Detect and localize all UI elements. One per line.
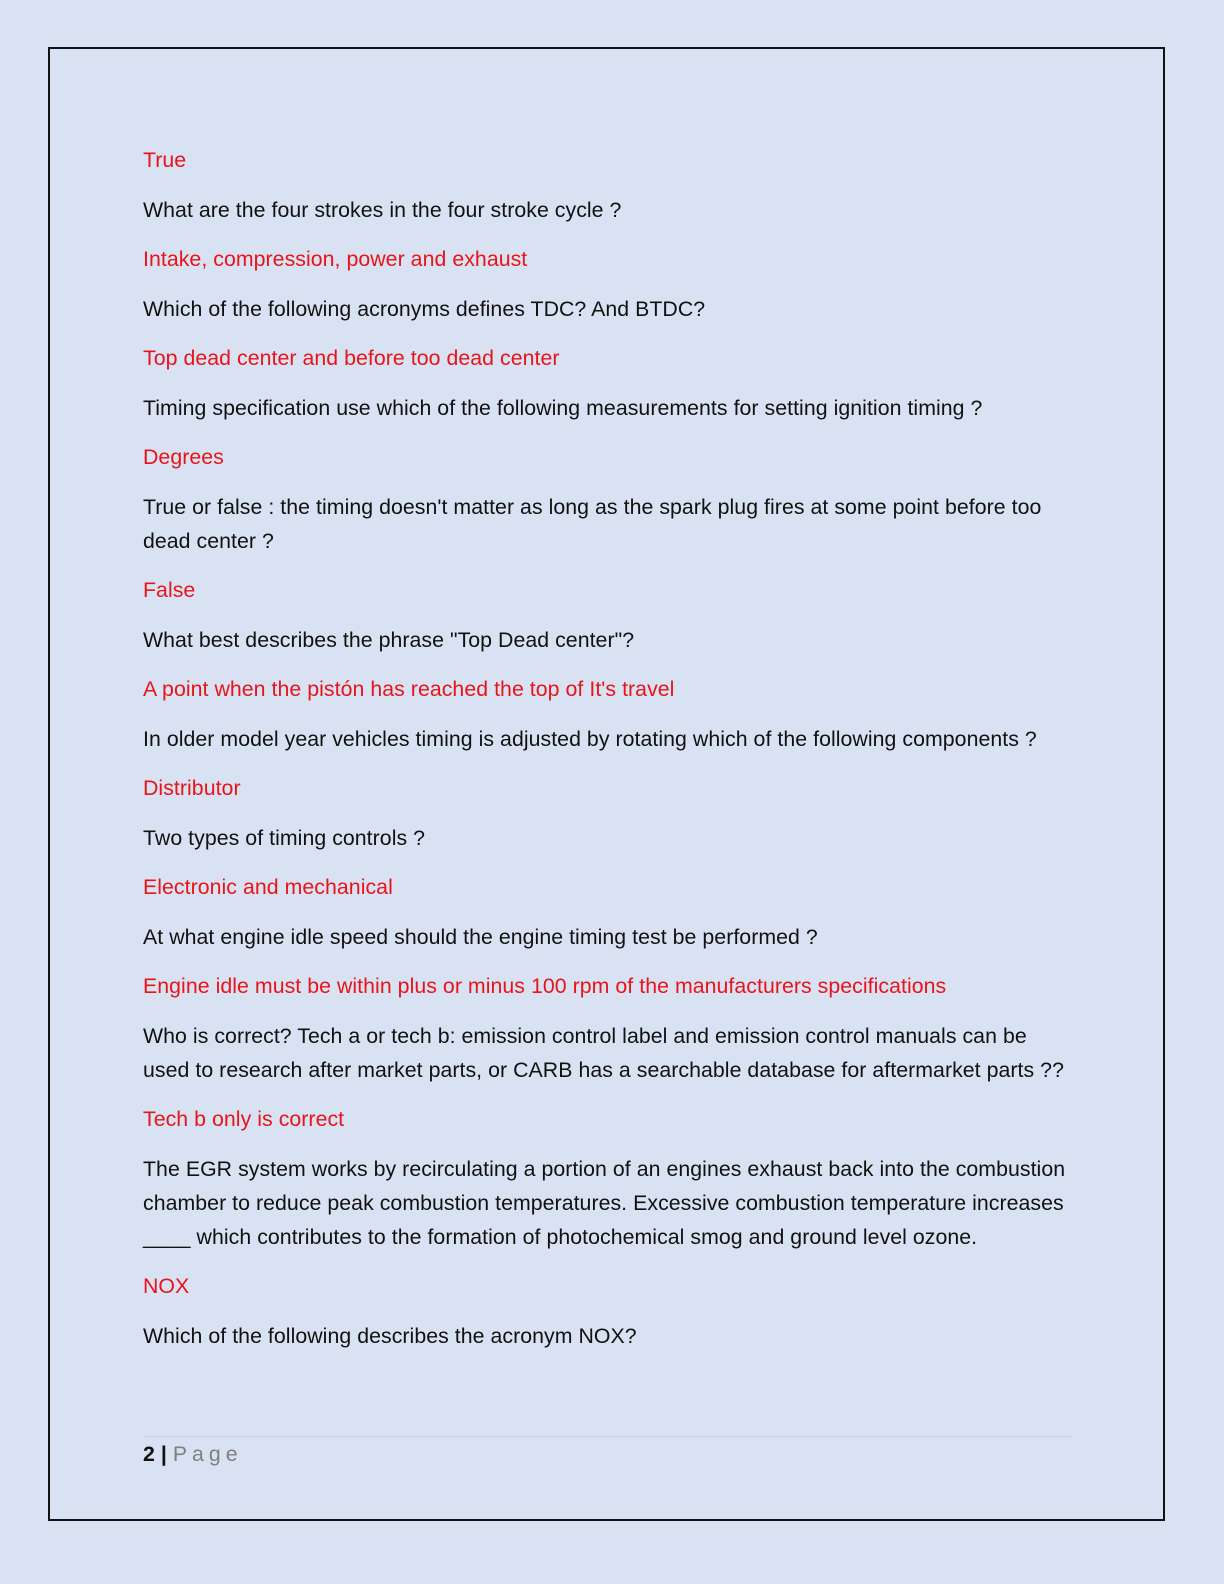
answer-line: A point when the pistón has reached the top of It's travel [143,677,675,701]
page-footer [143,1440,243,1468]
question-line: The EGR system works by recirculating a portion of an engines exhaust back into the combustion chamber to reduce peak combustion temperatures. Excessive combustion temperature increases ____ which contributes to the formation of photochemical smog and ground level ozone. [143,1156,1066,1249]
answer-line: Tech b only is correct [143,1107,345,1131]
answer-line: Electronic and mechanical [143,875,393,899]
footer-divider [143,1436,1073,1437]
question-line: Two types of timing controls ? [143,825,426,850]
page-number: 2 [143,1442,155,1466]
page-label: Page [172,1442,243,1466]
question-line: What best describes the phrase "Top Dead center"? [143,627,635,652]
answer-line: Top dead center and before too dead center [143,346,560,370]
answer-line: NOX [143,1274,190,1298]
question-line: Who is correct? Tech a or tech b: emission control label and emission control manuals can be used to research after market parts, or CARB has a searchable database for aftermarket parts ?? [143,1023,1064,1082]
document-body [143,143,1078,1368]
question-line: What are the four strokes in the four stroke cycle ? [143,197,622,222]
answer-line: False [143,578,196,602]
answer-line: True [143,148,187,172]
footer-separator: | [160,1442,167,1466]
question-line: In older model year vehicles timing is adjusted by rotating which of the following components ? [143,726,1037,751]
question-line: Timing specification use which of the following measurements for setting ignition timing ? [143,395,983,420]
answer-line: Intake, compression, power and exhaust [143,247,528,271]
question-line: Which of the following acronyms defines TDC? And BTDC? [143,296,706,321]
answer-line: Degrees [143,445,224,469]
answer-line: Distributor [143,776,241,800]
answer-line: Engine idle must be within plus or minus 100 rpm of the manufacturers specifications [143,974,947,998]
question-line: At what engine idle speed should the engine timing test be performed ? [143,924,818,949]
question-line: Which of the following describes the acronym NOX? [143,1323,637,1348]
question-line: True or false : the timing doesn't matter as long as the spark plug fires at some point before too dead center ? [143,494,1042,553]
